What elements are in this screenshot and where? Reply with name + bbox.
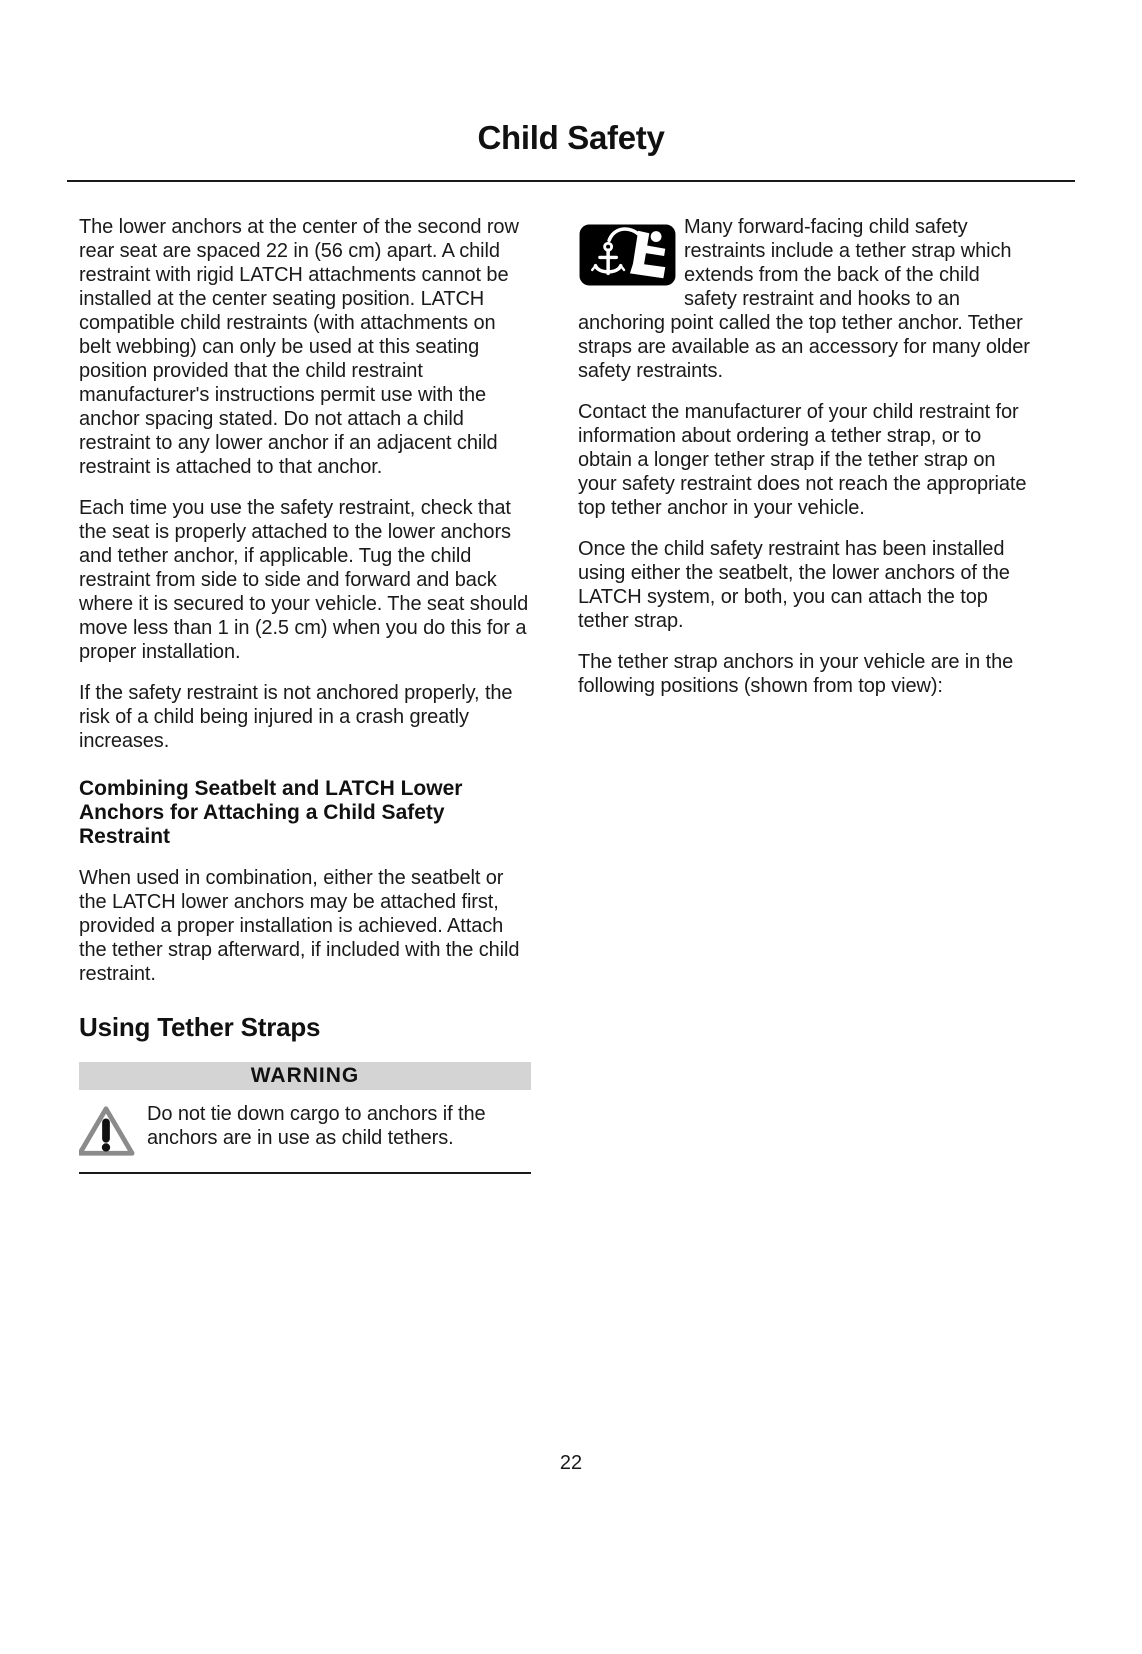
paragraph-attach-top-tether: Once the child safety restraint has been installed using either the seatbelt, the lower anchors of the LATCH system, or both, you can attach the top tether strap. <box>578 538 1010 632</box>
subheading-combining-seatbelt-latch: Combining Seatbelt and LATCH Lower Anchors for Attaching a Child Safety Restraint <box>79 777 463 848</box>
right-column <box>578 215 1030 1174</box>
paragraph-lower-anchors: The lower anchors at the center of the second row rear seat are spaced 22 in (56 cm) apart. A child restraint with rigid LATCH attachments cannot be installed at the center seating position. LATCH compatible child restraints (with attachments on belt webbing) can only be used at this seating position provided that the child restraint manufacturer's instructions permit use with the anchor spacing stated. Do not attach a child restraint to any lower anchor if an adjacent child restraint is attached to that anchor. <box>79 216 519 478</box>
section-heading-using-tether-straps: Using Tether Straps <box>79 1012 321 1042</box>
page-title: Child Safety <box>477 119 665 156</box>
paragraph-check-attachment: Each time you use the safety restraint, check that the seat is properly attached to the lower anchors and tether anchor, if applicable. Tug the child restraint from side to side and forward and back where it is secured to your vehicle. The seat should move less than 1 in (2.5 cm) when you do this for a proper installation. <box>79 497 529 663</box>
page-number: 22 <box>559 1452 583 1474</box>
warning-box <box>79 1062 531 1174</box>
paragraph-tether-strap-intro-text: Many forward-facing child safety restraints include a tether strap which extends from the back of the child safety restraint and hooks to an anchoring point called the top tether anchor. Tether straps are available as an accessory for many older safety restraints. <box>578 216 1030 382</box>
paragraph-tether-strap-intro <box>578 215 1030 383</box>
header-divider <box>67 180 1075 182</box>
warning-triangle-icon <box>79 1104 137 1160</box>
paragraph-not-anchored-risk: If the safety restraint is not anchored properly, the risk of a child being injured in a crash greatly increases. <box>79 682 513 752</box>
left-column <box>79 215 531 1174</box>
warning-body <box>79 1090 531 1174</box>
content-columns <box>79 215 1142 1174</box>
paragraph-contact-manufacturer: Contact the manufacturer of your child restraint for information about ordering a tether strap, or to obtain a longer tether strap if the tether strap on your safety restraint does not reach the appropriate top tether anchor in your vehicle. <box>578 401 1027 519</box>
warning-bar-label: WARNING <box>79 1062 531 1090</box>
paragraph-anchor-positions: The tether strap anchors in your vehicle are in the following positions (shown from top view): <box>578 651 1014 697</box>
warning-text: Do not tie down cargo to anchors if the anchors are in use as child tethers. <box>147 1103 486 1149</box>
top-tether-anchor-icon <box>578 224 677 286</box>
paragraph-combination: When used in combination, either the seatbelt or the LATCH lower anchors may be attached first, provided a proper installation is achieved. Attach the tether strap afterward, if included with the child restraint. <box>79 867 520 985</box>
